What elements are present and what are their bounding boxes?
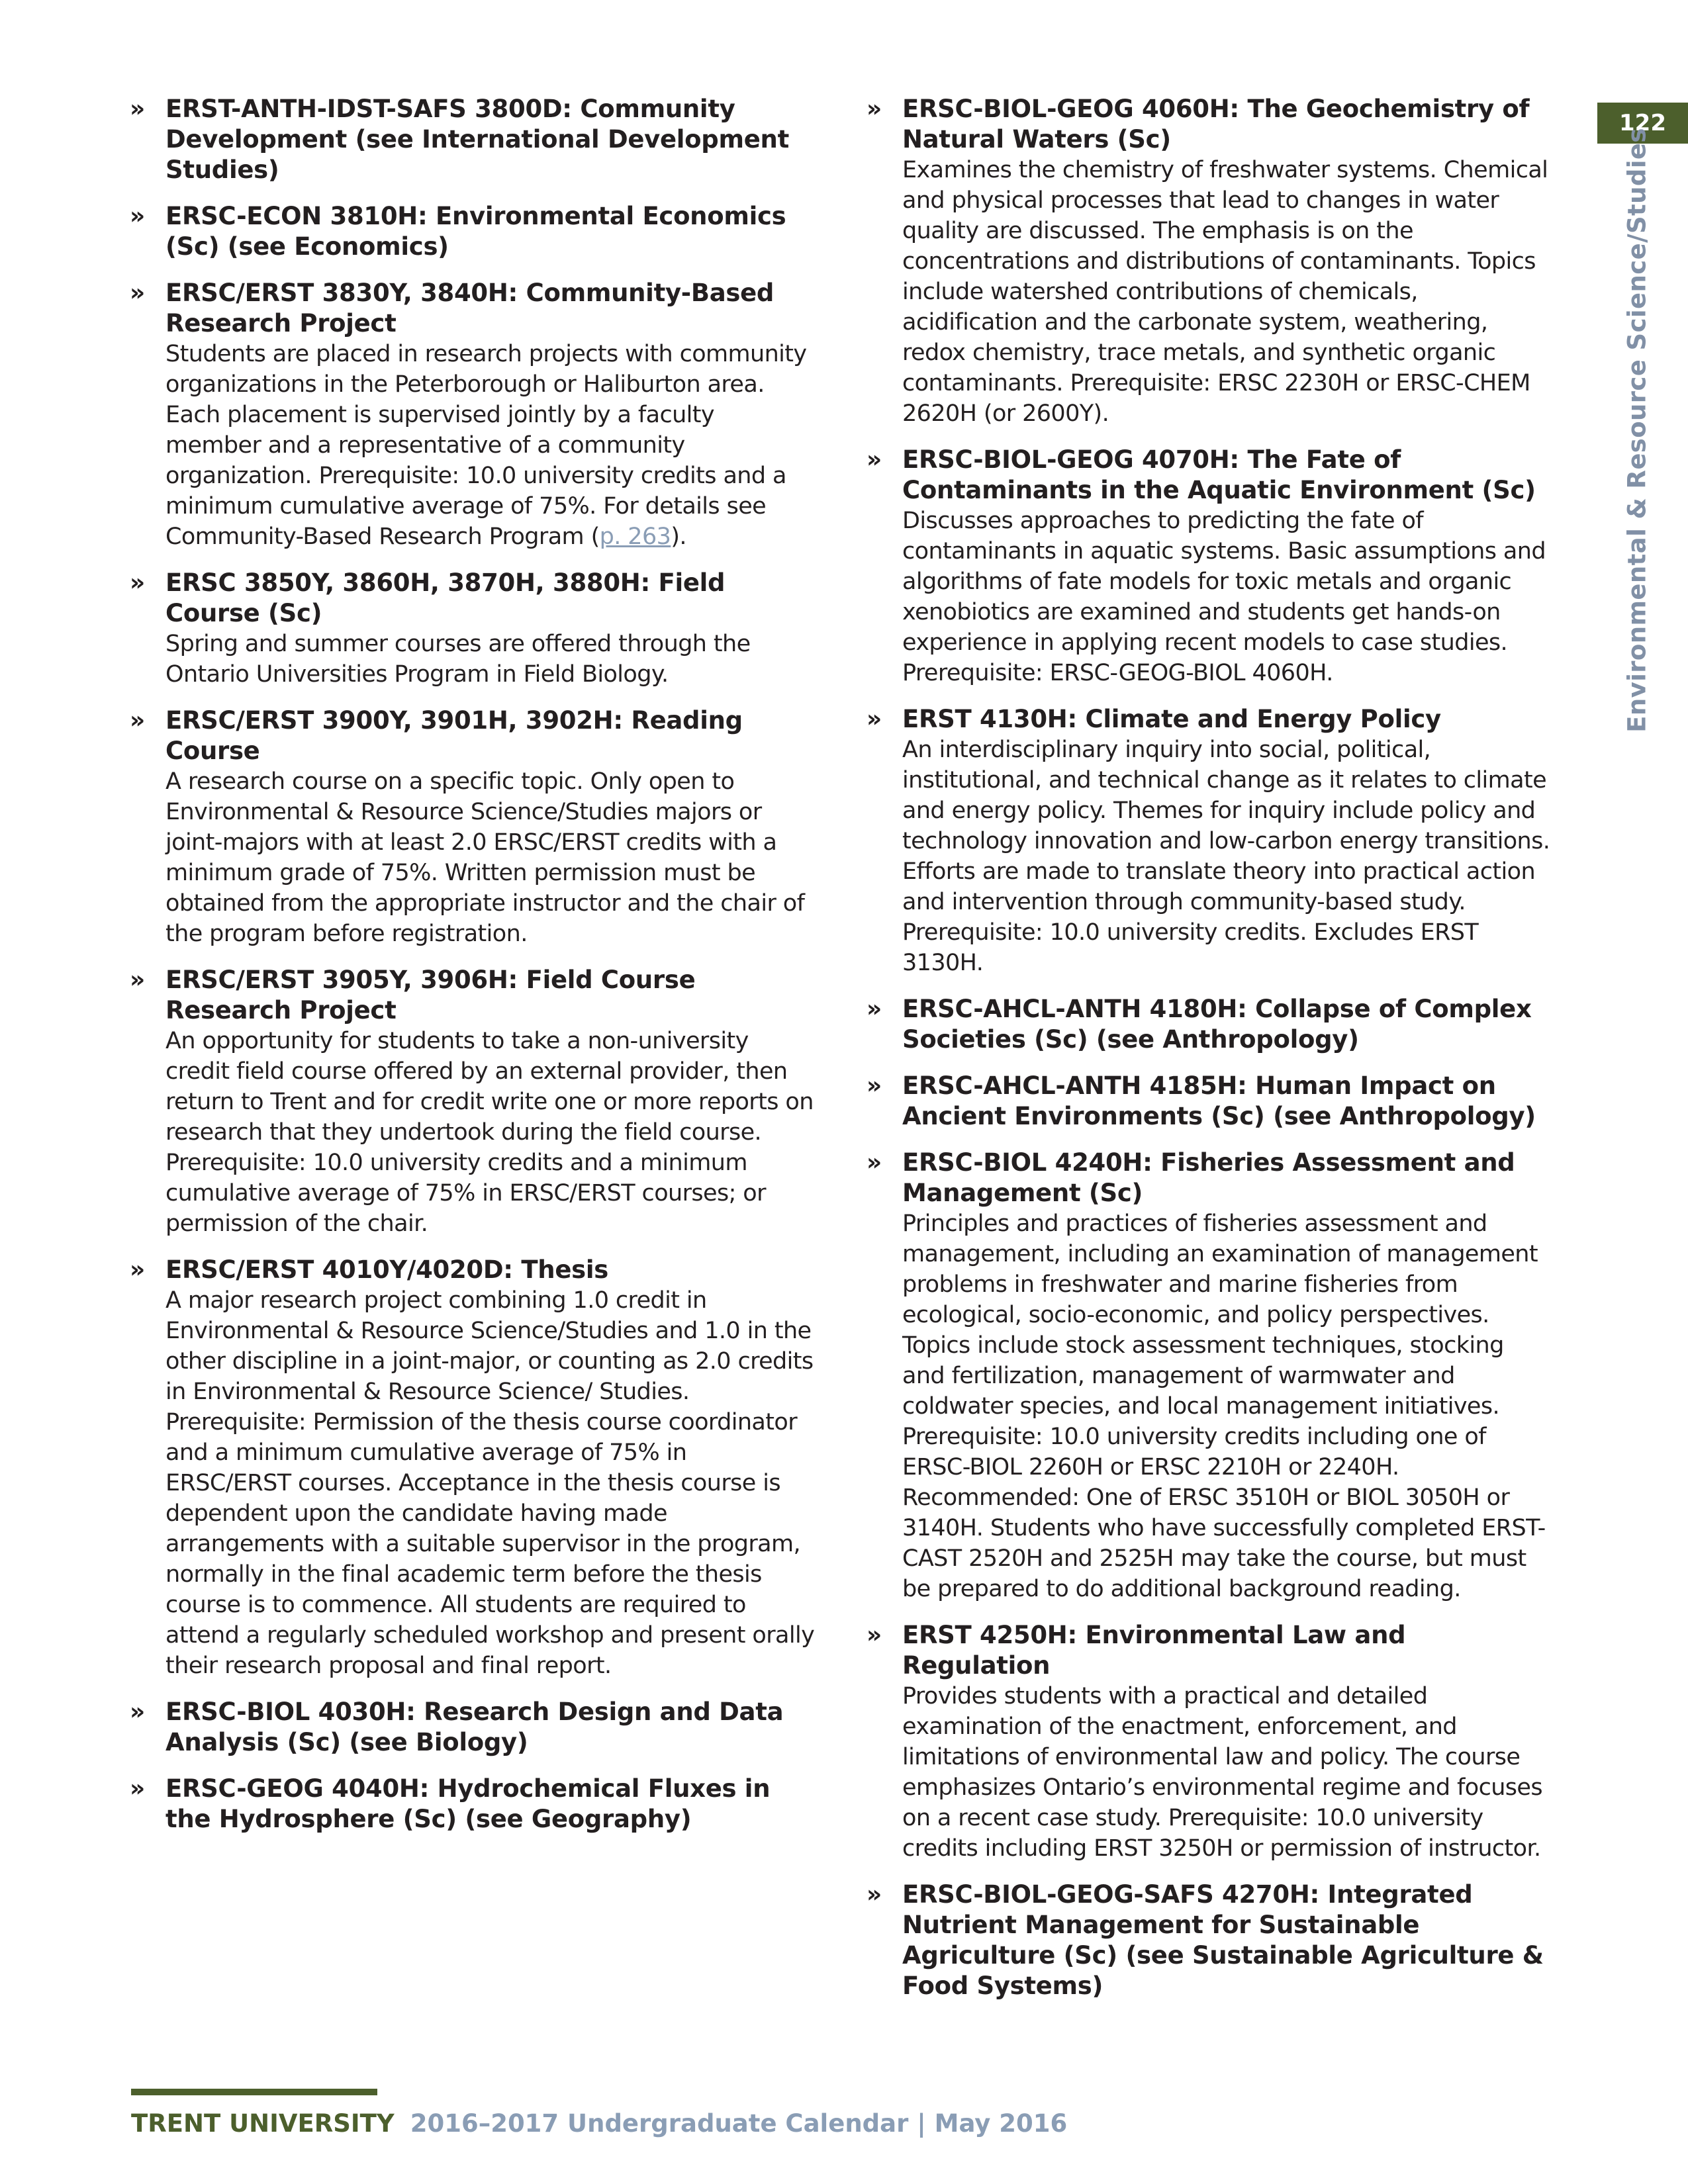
course-title: ERSC-BIOL-GEOG-SAFS 4270H: Integrated Nutrient Management for Sustainable Agriculture (Sc) (see Sustainable Agriculture & Food Systems) [902, 1880, 1544, 2000]
course-title: ERSC-BIOL-GEOG 4070H: The Fate of Contaminants in the Aquatic Environment (Sc) [902, 445, 1536, 504]
course-entry-3850y [130, 568, 815, 690]
bullet-marker: » [130, 1775, 146, 1802]
bullet-marker: » [130, 95, 146, 122]
course-entry-4270h [867, 1880, 1552, 2001]
course-description: Examines the chemistry of freshwater systems. Chemical and physical processes that lead to changes in water quality are discussed. The emphasis is on the concentrations and distributions of contaminants. Topics include watershed contributions of chemicals, acidification and the carbonate system, weathering, redox chemistry, trace metals, and synthetic organic contaminants. Prerequisite: ERSC 2230H or ERSC-CHEM 2620H (or 2600Y). [902, 157, 1548, 427]
page-footer [131, 2109, 1067, 2139]
left-column [130, 94, 815, 1850]
course-description-tail: ). [671, 523, 686, 550]
course-title: ERST-ANTH-IDST-SAFS 3800D: Community Development (see International Development Studies) [165, 95, 789, 184]
course-entry-3810h [130, 201, 815, 262]
footer-rule [131, 2089, 377, 2095]
course-entry-4040h [130, 1774, 815, 1835]
course-title: ERSC/ERST 4010Y/4020D: Thesis [165, 1255, 608, 1284]
course-title: ERSC-BIOL 4240H: Fisheries Assessment and Management (Sc) [902, 1148, 1515, 1207]
course-entry-4060h [867, 94, 1552, 429]
course-description: An opportunity for students to take a non-university credit field course offered by an external provider, then return to Trent and for credit write one or more reports on research that they undertook during the field course. Prerequisite: 10.0 university credits and a minimum cumulative average of 75% in ERSC/ERST courses; or permission of the chair. [165, 1028, 814, 1237]
bullet-marker: » [130, 569, 146, 596]
bullet-marker: » [867, 1621, 882, 1649]
course-description: An interdisciplinary inquiry into social, political, institutional, and technical change as it relates to climate and energy policy. Themes for inquiry include policy and technology innovation and low-carbon energy transitions. Efforts are made to translate theory into practical action and intervention through community-based study. Prerequisite: 10.0 university credits. Excludes ERST 3130H. [902, 737, 1550, 976]
course-entry-3900y [130, 705, 815, 949]
bullet-marker: » [130, 203, 146, 230]
course-title: ERSC/ERST 3905Y, 3906H: Field Course Research Project [165, 966, 696, 1024]
course-entry-3905y [130, 965, 815, 1239]
course-title: ERST 4250H: Environmental Law and Regulation [902, 1621, 1406, 1680]
bullet-marker: » [867, 995, 882, 1023]
footer-university: TRENT UNIVERSITY [131, 2109, 395, 2138]
course-description-text: Students are placed in research projects with community organizations in the Peterborough or Haliburton area. Each placement is supervised jointly by a faculty member and a representative of a community organization. Prerequisite: 10.0 university credits and a minimum cumulative average of 75%. For details see Community-Based Research Program ( [165, 341, 807, 550]
bullet-marker: » [867, 1149, 882, 1176]
course-title: ERSC-AHCL-ANTH 4185H: Human Impact on Ancient Environments (Sc) (see Anthropology) [902, 1071, 1536, 1130]
course-title: ERSC-BIOL-GEOG 4060H: The Geochemistry of Natural Waters (Sc) [902, 95, 1530, 154]
bullet-marker: » [867, 95, 882, 122]
bullet-marker: » [130, 707, 146, 734]
course-entry-4250h [867, 1620, 1552, 1864]
right-column [867, 94, 1552, 2017]
course-entry-4130h [867, 704, 1552, 978]
course-description: Spring and summer courses are offered through the Ontario Universities Program in Field Biology. [165, 631, 751, 688]
footer-calendar: 2016–2017 Undergraduate Calendar | May 2016 [410, 2109, 1068, 2138]
course-description: Provides students with a practical and detailed examination of the enactment, enforcement, and limitations of environmental law and policy. The course emphasizes Ontario’s environmental regime and focuses on a recent case study. Prerequisite: 10.0 university credits including ERST 3250H or permission of instructor. [902, 1683, 1542, 1862]
course-title: ERSC-ECON 3810H: Environmental Economics (Sc) (see Economics) [165, 202, 786, 261]
course-entry-4010y [130, 1255, 815, 1681]
course-title: ERSC-AHCL-ANTH 4180H: Collapse of Complex Societies (Sc) (see Anthropology) [902, 995, 1532, 1054]
course-description [165, 339, 815, 552]
course-entry-4240h [867, 1148, 1552, 1604]
course-entry-4180h [867, 994, 1552, 1055]
course-entry-4070h [867, 445, 1552, 688]
bullet-marker: » [867, 446, 882, 473]
course-description: A major research project combining 1.0 credit in Environmental & Resource Science/Studies and 1.0 in the other discipline in a joint-major, or counting as 2.0 credits in Environmental & Resource Science/ Studies. Prerequisite: Permission of the thesis course coordinator and a minimum cumulative average of 75% in ERSC/ERST courses. Acceptance in the thesis course is dependent upon the candidate having made arrangements with a suitable supervisor in the program, normally in the final academic term before the thesis course is to commence. All students are required to attend a regularly scheduled workshop and present orally their research proposal and final report. [165, 1287, 815, 1679]
course-entry-3800d [130, 94, 815, 185]
bullet-marker: » [130, 279, 146, 306]
course-entry-4030h [130, 1697, 815, 1758]
course-entry-4185h [867, 1071, 1552, 1132]
course-title: ERSC-GEOG 4040H: Hydrochemical Fluxes in the Hydrosphere (Sc) (see Geography) [165, 1774, 771, 1833]
course-title: ERSC/ERST 3900Y, 3901H, 3902H: Reading Course [165, 706, 743, 765]
section-side-label: Environmental & Resource Science/Studies [1622, 128, 1652, 733]
course-description: A research course on a specific topic. Only open to Environmental & Resource Science/Studies majors or joint-majors with at least 2.0 ERSC/ERST credits with a minimum grade of 75%. Written permission must be obtained from the appropriate instructor and the chair of the program before registration. [165, 768, 805, 947]
course-title: ERSC-BIOL 4030H: Research Design and Data Analysis (Sc) (see Biology) [165, 1698, 784, 1756]
course-title: ERST 4130H: Climate and Energy Policy [902, 705, 1441, 733]
bullet-marker: » [130, 1698, 146, 1725]
course-description: Discusses approaches to predicting the fate of contaminants in aquatic systems. Basic assumptions and algorithms of fate models for toxic metals and organic xenobiotics are examined and students get hands-on experience in applying recent models to case studies. Prerequisite: ERSC-GEOG-BIOL 4060H. [902, 508, 1546, 686]
bullet-marker: » [867, 1881, 882, 1908]
bullet-marker: » [867, 1072, 882, 1099]
course-title: ERSC/ERST 3830Y, 3840H: Community-Based Research Project [165, 279, 774, 338]
course-description: Principles and practices of fisheries assessment and management, including an examination of management problems in freshwater and marine fisheries from ecological, socio-economic, and policy perspectives. Topics include stock assessment techniques, stocking and fertilization, management of warmwater and coldwater species, and local management initiatives. Prerequisite: 10.0 university credits including one of ERSC-BIOL 2260H or ERSC 2210H or 2240H. Recommended: One of ERSC 3510H or BIOL 3050H or 3140H. Students who have successfully completed ERST-CAST 2520H and 2525H may take the course, but must be prepared to do additional background reading. [902, 1210, 1546, 1602]
bullet-marker: » [130, 1256, 146, 1283]
bullet-marker: » [130, 966, 146, 993]
page-link[interactable]: p. 263 [599, 523, 671, 550]
course-title: ERSC 3850Y, 3860H, 3870H, 3880H: Field Course (Sc) [165, 569, 726, 627]
page-number-badge: 122 [1597, 103, 1688, 144]
course-entry-3830y [130, 278, 815, 552]
bullet-marker: » [867, 705, 882, 733]
